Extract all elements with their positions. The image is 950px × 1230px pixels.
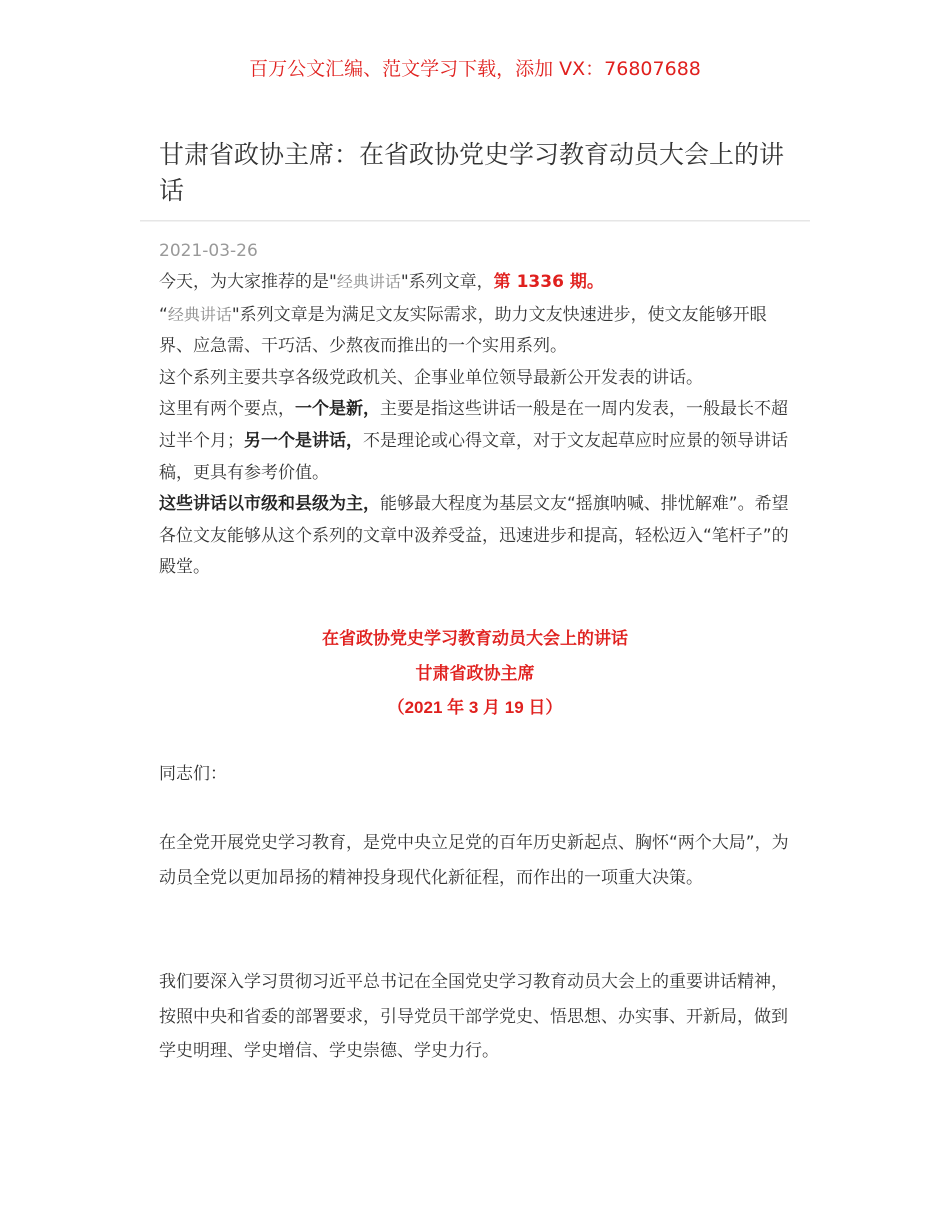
speech-paragraph: 我们要深入学习贯彻习近平总书记在全国党史学习教育动员大会上的重要讲话精神，按照中央和省委的部署要求，引导党员干部学党史、悟思想、办实事、开新局，做到学史明理、学史增信、学史崇德、学史力行。 [159, 972, 788, 1061]
intro-p4-text-a: 这里有两个要点， [159, 399, 295, 420]
intro-line-1-prefix: 今天，为大家推荐的是" [159, 272, 337, 292]
series-name-quoted: 经典讲话 [167, 304, 232, 324]
focus-statement: 这些讲话以市级和县级为主， [159, 494, 380, 515]
series-name: 经典讲话 [336, 272, 401, 291]
series-intro [159, 266, 799, 584]
intro-p5-text: 能够最大程度为基层文友“摇旗呐喊、排忧解难”。希望各位文友能够从这个系列的文章中汲养受益，迅速进步和提高，轻松迈入“笔杆子”的殿堂。 [159, 494, 789, 578]
publish-date: 2021-03-26 [159, 241, 258, 261]
speech-date: （2021 年 3 月 19 日） [387, 698, 563, 717]
speech-header [0, 622, 950, 726]
intro-paragraph-2 [159, 299, 799, 363]
key-point-new: 一个是新， [295, 399, 380, 420]
intro-p4-text-e: 不是理论或心得文章，对于文友起草应时应景的领导讲话稿，更具有参考价值。 [159, 430, 788, 483]
speech-heading: 在省政协党史学习教育动员大会上的讲话 [322, 629, 628, 648]
speech-speaker: 甘肃省政协主席 [415, 663, 535, 683]
intro-paragraph-5 [159, 489, 799, 584]
title-divider [140, 220, 810, 222]
speech-paragraph: 在全党开展党史学习教育，是党中央立足党的百年历史新起点、胸怀“两个大局”，为动员全党以更加昂扬的精神投身现代化新征程，而作出的一项重大决策。 [159, 833, 789, 888]
open-quote: “ [159, 304, 168, 325]
intro-paragraph-2-text: "系列文章是为满足文友实际需求，助力文友快速进步，使文友能够开眼界、应急需、干巧活、少熬夜而推出的一个实用系列。 [159, 304, 767, 357]
issue-number: 第 1336 期。 [493, 272, 604, 292]
intro-line-1-mid: "系列文章， [400, 272, 494, 292]
key-point-speech: 另一个是讲话， [244, 430, 363, 451]
article-title: 甘肃省政协主席：在省政协党史学习教育动员大会上的讲话 [159, 140, 785, 205]
promo-banner: 百万公文汇编、范文学习下载，添加 VX：76807688 [249, 58, 701, 80]
speech-greeting: 同志们： [159, 764, 227, 784]
intro-paragraph-3: 这个系列主要共享各级党政机关、企事业单位领导最新公开发表的讲话。 [159, 367, 703, 388]
intro-p4-text-c: 主要是指这些讲话一般是在一周内发表，一般最长不超过半个月； [159, 399, 788, 451]
intro-paragraph-4 [159, 394, 799, 489]
intro-line-1 [159, 266, 799, 299]
